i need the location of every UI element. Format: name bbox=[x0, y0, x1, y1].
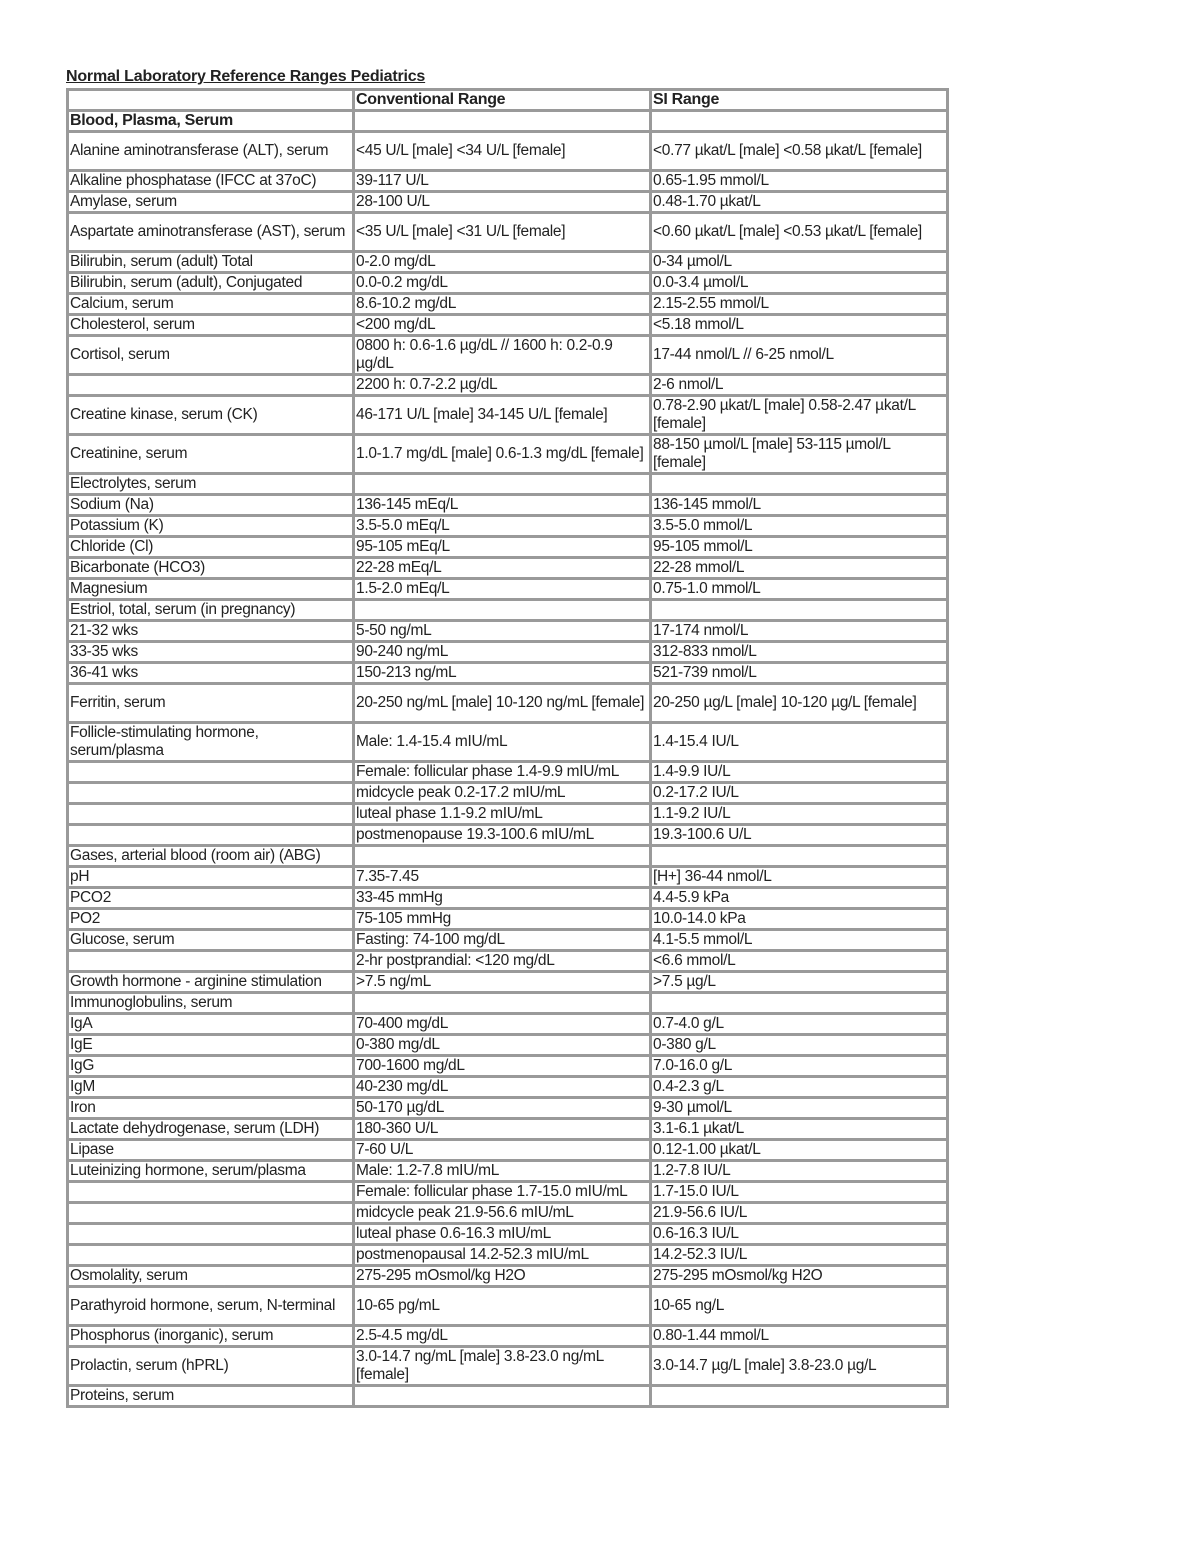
si-range-cell: 2-6 nmol/L bbox=[651, 375, 948, 396]
si-range-cell: 14.2-52.3 IU/L bbox=[651, 1245, 948, 1266]
table-row bbox=[68, 516, 948, 537]
si-range-cell: 20-250 µg/L [male] 10-120 µg/L [female] bbox=[651, 684, 948, 723]
test-name-cell: Bicarbonate (HCO3) bbox=[68, 558, 354, 579]
table-row bbox=[68, 972, 948, 993]
test-name-cell: Glucose, serum bbox=[68, 930, 354, 951]
test-name-cell: Follicle-stimulating hormone, serum/plasma bbox=[68, 723, 354, 762]
test-name-cell: Blood, Plasma, Serum bbox=[68, 111, 354, 132]
table-row bbox=[68, 132, 948, 171]
test-name-cell bbox=[68, 825, 354, 846]
si-range-cell: 95-105 mmol/L bbox=[651, 537, 948, 558]
si-range-cell: 4.4-5.9 kPa bbox=[651, 888, 948, 909]
test-name-cell: Phosphorus (inorganic), serum bbox=[68, 1326, 354, 1347]
si-range-cell bbox=[651, 993, 948, 1014]
conventional-range-cell: 2-hr postprandial: <120 mg/dL bbox=[354, 951, 651, 972]
test-name-cell bbox=[68, 1203, 354, 1224]
conventional-range-cell: 5-50 ng/mL bbox=[354, 621, 651, 642]
test-name-cell: Bilirubin, serum (adult), Conjugated bbox=[68, 273, 354, 294]
table-row bbox=[68, 642, 948, 663]
si-range-cell: 0-380 g/L bbox=[651, 1035, 948, 1056]
test-name-cell: Calcium, serum bbox=[68, 294, 354, 315]
si-range-cell bbox=[651, 474, 948, 495]
table-row bbox=[68, 213, 948, 252]
si-range-cell: <0.60 µkat/L [male] <0.53 µkat/L [female] bbox=[651, 213, 948, 252]
table-row bbox=[68, 762, 948, 783]
test-name-cell: Osmolality, serum bbox=[68, 1266, 354, 1287]
conventional-range-cell: 95-105 mEq/L bbox=[354, 537, 651, 558]
table-row bbox=[68, 273, 948, 294]
conventional-range-cell bbox=[354, 600, 651, 621]
conventional-range-cell: 2.5-4.5 mg/dL bbox=[354, 1326, 651, 1347]
conventional-range-cell: >7.5 ng/mL bbox=[354, 972, 651, 993]
conventional-range-cell: <200 mg/dL bbox=[354, 315, 651, 336]
conventional-range-cell bbox=[354, 1386, 651, 1407]
conventional-range-cell: postmenopause 19.3-100.6 mIU/mL bbox=[354, 825, 651, 846]
table-row bbox=[68, 1161, 948, 1182]
conventional-range-cell: 0-2.0 mg/dL bbox=[354, 252, 651, 273]
conventional-range-cell: 150-213 ng/mL bbox=[354, 663, 651, 684]
si-range-cell: 3.1-6.1 µkat/L bbox=[651, 1119, 948, 1140]
header-test bbox=[68, 90, 354, 111]
conventional-range-cell: 50-170 µg/dL bbox=[354, 1098, 651, 1119]
conventional-range-cell: 70-400 mg/dL bbox=[354, 1014, 651, 1035]
conventional-range-cell: Female: follicular phase 1.7-15.0 mIU/mL bbox=[354, 1182, 651, 1203]
conventional-range-cell: Fasting: 74-100 mg/dL bbox=[354, 930, 651, 951]
conventional-range-cell: midcycle peak 0.2-17.2 mIU/mL bbox=[354, 783, 651, 804]
table-row bbox=[68, 951, 948, 972]
si-range-cell: 17-174 nmol/L bbox=[651, 621, 948, 642]
si-range-cell: 22-28 mmol/L bbox=[651, 558, 948, 579]
test-name-cell: Lactate dehydrogenase, serum (LDH) bbox=[68, 1119, 354, 1140]
table-row bbox=[68, 684, 948, 723]
table-row bbox=[68, 1326, 948, 1347]
table-row bbox=[68, 537, 948, 558]
test-name-cell: Proteins, serum bbox=[68, 1386, 354, 1407]
test-name-cell: Electrolytes, serum bbox=[68, 474, 354, 495]
table-row bbox=[68, 1386, 948, 1407]
test-name-cell bbox=[68, 762, 354, 783]
table-row bbox=[68, 888, 948, 909]
test-name-cell: Alanine aminotransferase (ALT), serum bbox=[68, 132, 354, 171]
si-range-cell: >7.5 µg/L bbox=[651, 972, 948, 993]
si-range-cell: [H+] 36-44 nmol/L bbox=[651, 867, 948, 888]
table-header-row bbox=[68, 90, 948, 111]
si-range-cell: 4.1-5.5 mmol/L bbox=[651, 930, 948, 951]
si-range-cell: 3.0-14.7 µg/L [male] 3.8-23.0 µg/L bbox=[651, 1347, 948, 1386]
test-name-cell: Immunoglobulins, serum bbox=[68, 993, 354, 1014]
conventional-range-cell: 39-117 U/L bbox=[354, 171, 651, 192]
si-range-cell: 2.15-2.55 mmol/L bbox=[651, 294, 948, 315]
table-row bbox=[68, 192, 948, 213]
conventional-range-cell: midcycle peak 21.9-56.6 mIU/mL bbox=[354, 1203, 651, 1224]
test-name-cell: Bilirubin, serum (adult) Total bbox=[68, 252, 354, 273]
si-range-cell: 0.80-1.44 mmol/L bbox=[651, 1326, 948, 1347]
table-row bbox=[68, 435, 948, 474]
si-range-cell: 1.2-7.8 IU/L bbox=[651, 1161, 948, 1182]
si-range-cell: 9-30 µmol/L bbox=[651, 1098, 948, 1119]
conventional-range-cell: 7-60 U/L bbox=[354, 1140, 651, 1161]
conventional-range-cell: 75-105 mmHg bbox=[354, 909, 651, 930]
test-name-cell: Creatine kinase, serum (CK) bbox=[68, 396, 354, 435]
si-range-cell: 19.3-100.6 U/L bbox=[651, 825, 948, 846]
table-row bbox=[68, 396, 948, 435]
si-range-cell: 10-65 ng/L bbox=[651, 1287, 948, 1326]
table-row bbox=[68, 930, 948, 951]
table-row bbox=[68, 723, 948, 762]
table-row bbox=[68, 294, 948, 315]
test-name-cell bbox=[68, 804, 354, 825]
si-range-cell: 1.1-9.2 IU/L bbox=[651, 804, 948, 825]
conventional-range-cell: 8.6-10.2 mg/dL bbox=[354, 294, 651, 315]
conventional-range-cell: <45 U/L [male] <34 U/L [female] bbox=[354, 132, 651, 171]
test-name-cell: PCO2 bbox=[68, 888, 354, 909]
conventional-range-cell: 40-230 mg/dL bbox=[354, 1077, 651, 1098]
table-row bbox=[68, 663, 948, 684]
test-name-cell: IgM bbox=[68, 1077, 354, 1098]
table-row bbox=[68, 336, 948, 375]
conventional-range-cell bbox=[354, 111, 651, 132]
conventional-range-cell: luteal phase 1.1-9.2 mIU/mL bbox=[354, 804, 651, 825]
page-title: Normal Laboratory Reference Ranges Pediatrics bbox=[66, 68, 426, 85]
table-row bbox=[68, 1203, 948, 1224]
si-range-cell: <0.77 µkat/L [male] <0.58 µkat/L [female] bbox=[651, 132, 948, 171]
test-name-cell: Cholesterol, serum bbox=[68, 315, 354, 336]
test-name-cell: Alkaline phosphatase (IFCC at 37oC) bbox=[68, 171, 354, 192]
test-name-cell: Ferritin, serum bbox=[68, 684, 354, 723]
test-name-cell bbox=[68, 375, 354, 396]
conventional-range-cell: 7.35-7.45 bbox=[354, 867, 651, 888]
test-name-cell: 21-32 wks bbox=[68, 621, 354, 642]
table-row bbox=[68, 252, 948, 273]
test-name-cell: IgG bbox=[68, 1056, 354, 1077]
table-row bbox=[68, 171, 948, 192]
conventional-range-cell: 0-380 mg/dL bbox=[354, 1035, 651, 1056]
si-range-cell: 0.0-3.4 µmol/L bbox=[651, 273, 948, 294]
reference-ranges-table bbox=[66, 88, 949, 1408]
si-range-cell: 1.7-15.0 IU/L bbox=[651, 1182, 948, 1203]
si-range-cell: 21.9-56.6 IU/L bbox=[651, 1203, 948, 1224]
test-name-cell: Parathyroid hormone, serum, N-terminal bbox=[68, 1287, 354, 1326]
conventional-range-cell: 180-360 U/L bbox=[354, 1119, 651, 1140]
conventional-range-cell: Male: 1.4-15.4 mIU/mL bbox=[354, 723, 651, 762]
table-row bbox=[68, 1266, 948, 1287]
table-row bbox=[68, 846, 948, 867]
si-range-cell: 0.78-2.90 µkat/L [male] 0.58-2.47 µkat/L [female] bbox=[651, 396, 948, 435]
si-range-cell: 1.4-15.4 IU/L bbox=[651, 723, 948, 762]
table-body bbox=[68, 90, 948, 1407]
table-row bbox=[68, 1056, 948, 1077]
test-name-cell bbox=[68, 1224, 354, 1245]
table-row bbox=[68, 600, 948, 621]
si-range-cell: 3.5-5.0 mmol/L bbox=[651, 516, 948, 537]
conventional-range-cell: 0.0-0.2 mg/dL bbox=[354, 273, 651, 294]
test-name-cell bbox=[68, 783, 354, 804]
conventional-range-cell: 22-28 mEq/L bbox=[354, 558, 651, 579]
conventional-range-cell: 33-45 mmHg bbox=[354, 888, 651, 909]
test-name-cell: Iron bbox=[68, 1098, 354, 1119]
si-range-cell: <5.18 mmol/L bbox=[651, 315, 948, 336]
table-row bbox=[68, 1224, 948, 1245]
test-name-cell: pH bbox=[68, 867, 354, 888]
table-row bbox=[68, 909, 948, 930]
table-row bbox=[68, 474, 948, 495]
si-range-cell: 88-150 µmol/L [male] 53-115 µmol/L [female] bbox=[651, 435, 948, 474]
si-range-cell bbox=[651, 1386, 948, 1407]
conventional-range-cell: <35 U/L [male] <31 U/L [female] bbox=[354, 213, 651, 252]
si-range-cell: 0.65-1.95 mmol/L bbox=[651, 171, 948, 192]
conventional-range-cell: 1.5-2.0 mEq/L bbox=[354, 579, 651, 600]
test-name-cell: Chloride (Cl) bbox=[68, 537, 354, 558]
si-range-cell: 10.0-14.0 kPa bbox=[651, 909, 948, 930]
table-row bbox=[68, 315, 948, 336]
conventional-range-cell bbox=[354, 846, 651, 867]
test-name-cell: Cortisol, serum bbox=[68, 336, 354, 375]
test-name-cell: Lipase bbox=[68, 1140, 354, 1161]
table-row bbox=[68, 993, 948, 1014]
conventional-range-cell: Female: follicular phase 1.4-9.9 mIU/mL bbox=[354, 762, 651, 783]
test-name-cell: Amylase, serum bbox=[68, 192, 354, 213]
table-row bbox=[68, 375, 948, 396]
test-name-cell: Aspartate aminotransferase (AST), serum bbox=[68, 213, 354, 252]
si-range-cell: 1.4-9.9 IU/L bbox=[651, 762, 948, 783]
test-name-cell: Creatinine, serum bbox=[68, 435, 354, 474]
table-row bbox=[68, 1014, 948, 1035]
table-row bbox=[68, 1098, 948, 1119]
conventional-range-cell: 136-145 mEq/L bbox=[354, 495, 651, 516]
table-row bbox=[68, 111, 948, 132]
conventional-range-cell: 3.5-5.0 mEq/L bbox=[354, 516, 651, 537]
table-row bbox=[68, 495, 948, 516]
conventional-range-cell: 3.0-14.7 ng/mL [male] 3.8-23.0 ng/mL [female] bbox=[354, 1347, 651, 1386]
si-range-cell: 0.4-2.3 g/L bbox=[651, 1077, 948, 1098]
table-row bbox=[68, 621, 948, 642]
conventional-range-cell: luteal phase 0.6-16.3 mIU/mL bbox=[354, 1224, 651, 1245]
si-range-cell: 0.12-1.00 µkat/L bbox=[651, 1140, 948, 1161]
conventional-range-cell: postmenopausal 14.2-52.3 mIU/mL bbox=[354, 1245, 651, 1266]
si-range-cell: 275-295 mOsmol/kg H2O bbox=[651, 1266, 948, 1287]
conventional-range-cell: 275-295 mOsmol/kg H2O bbox=[354, 1266, 651, 1287]
test-name-cell bbox=[68, 951, 354, 972]
table-row bbox=[68, 1182, 948, 1203]
test-name-cell: Prolactin, serum (hPRL) bbox=[68, 1347, 354, 1386]
test-name-cell: Luteinizing hormone, serum/plasma bbox=[68, 1161, 354, 1182]
conventional-range-cell: 28-100 U/L bbox=[354, 192, 651, 213]
table-row bbox=[68, 1245, 948, 1266]
test-name-cell: Potassium (K) bbox=[68, 516, 354, 537]
si-range-cell bbox=[651, 600, 948, 621]
si-range-cell: 0.75-1.0 mmol/L bbox=[651, 579, 948, 600]
table-row bbox=[68, 1140, 948, 1161]
conventional-range-cell: Male: 1.2-7.8 mIU/mL bbox=[354, 1161, 651, 1182]
si-range-cell: 7.0-16.0 g/L bbox=[651, 1056, 948, 1077]
test-name-cell: Gases, arterial blood (room air) (ABG) bbox=[68, 846, 354, 867]
table-row bbox=[68, 1287, 948, 1326]
table-row bbox=[68, 1077, 948, 1098]
si-range-cell bbox=[651, 111, 948, 132]
conventional-range-cell bbox=[354, 993, 651, 1014]
si-range-cell: 0-34 µmol/L bbox=[651, 252, 948, 273]
conventional-range-cell: 2200 h: 0.7-2.2 µg/dL bbox=[354, 375, 651, 396]
si-range-cell: 0.48-1.70 µkat/L bbox=[651, 192, 948, 213]
table-row bbox=[68, 804, 948, 825]
table-row bbox=[68, 579, 948, 600]
si-range-cell: <6.6 mmol/L bbox=[651, 951, 948, 972]
header-si-range: SI Range bbox=[651, 90, 948, 111]
test-name-cell: Growth hormone - arginine stimulation bbox=[68, 972, 354, 993]
table-row bbox=[68, 558, 948, 579]
conventional-range-cell: 20-250 ng/mL [male] 10-120 ng/mL [female] bbox=[354, 684, 651, 723]
si-range-cell: 0.6-16.3 IU/L bbox=[651, 1224, 948, 1245]
si-range-cell bbox=[651, 846, 948, 867]
conventional-range-cell: 700-1600 mg/dL bbox=[354, 1056, 651, 1077]
si-range-cell: 17-44 nmol/L // 6-25 nmol/L bbox=[651, 336, 948, 375]
test-name-cell: Sodium (Na) bbox=[68, 495, 354, 516]
si-range-cell: 0.7-4.0 g/L bbox=[651, 1014, 948, 1035]
si-range-cell: 521-739 nmol/L bbox=[651, 663, 948, 684]
conventional-range-cell bbox=[354, 474, 651, 495]
table-row bbox=[68, 867, 948, 888]
test-name-cell: IgA bbox=[68, 1014, 354, 1035]
test-name-cell: 36-41 wks bbox=[68, 663, 354, 684]
test-name-cell: PO2 bbox=[68, 909, 354, 930]
conventional-range-cell: 0800 h: 0.6-1.6 µg/dL // 1600 h: 0.2-0.9 µg/dL bbox=[354, 336, 651, 375]
test-name-cell: Estriol, total, serum (in pregnancy) bbox=[68, 600, 354, 621]
conventional-range-cell: 46-171 U/L [male] 34-145 U/L [female] bbox=[354, 396, 651, 435]
si-range-cell: 0.2-17.2 IU/L bbox=[651, 783, 948, 804]
conventional-range-cell: 90-240 ng/mL bbox=[354, 642, 651, 663]
table-row bbox=[68, 1347, 948, 1386]
header-conventional-range: Conventional Range bbox=[354, 90, 651, 111]
table-row bbox=[68, 825, 948, 846]
test-name-cell: 33-35 wks bbox=[68, 642, 354, 663]
test-name-cell bbox=[68, 1245, 354, 1266]
si-range-cell: 312-833 nmol/L bbox=[651, 642, 948, 663]
conventional-range-cell: 10-65 pg/mL bbox=[354, 1287, 651, 1326]
table-row bbox=[68, 1119, 948, 1140]
test-name-cell: Magnesium bbox=[68, 579, 354, 600]
test-name-cell: IgE bbox=[68, 1035, 354, 1056]
conventional-range-cell: 1.0-1.7 mg/dL [male] 0.6-1.3 mg/dL [female] bbox=[354, 435, 651, 474]
test-name-cell bbox=[68, 1182, 354, 1203]
si-range-cell: 136-145 mmol/L bbox=[651, 495, 948, 516]
table-row bbox=[68, 1035, 948, 1056]
table-row bbox=[68, 783, 948, 804]
